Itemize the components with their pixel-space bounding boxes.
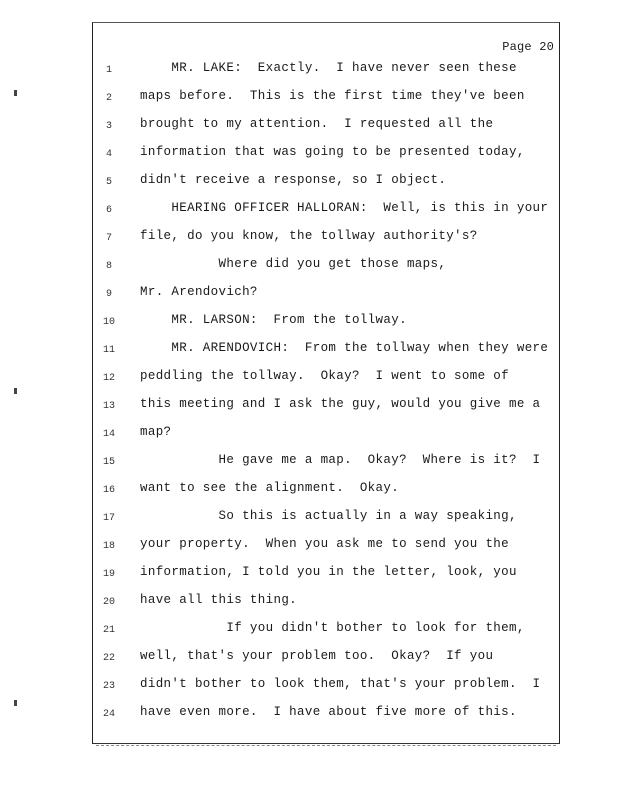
- line-number: 8: [105, 261, 112, 272]
- line-number: 14: [102, 429, 115, 440]
- line-text: file, do you know, the tollway authority's?: [140, 229, 478, 243]
- line-text: He gave me a map. Okay? Where is it? I: [140, 453, 541, 467]
- transcript-line: [0, 201, 618, 221]
- transcript-line: [0, 509, 618, 529]
- page-number: Page 20: [502, 40, 554, 54]
- line-number: 22: [102, 653, 115, 664]
- line-number: 17: [102, 513, 115, 524]
- transcript-line: [0, 397, 618, 417]
- line-text: MR. ARENDOVICH: From the tollway when they were: [140, 341, 549, 355]
- transcript-line: [0, 705, 618, 725]
- transcript-line: [0, 593, 618, 613]
- line-text: didn't receive a response, so I object.: [140, 173, 447, 187]
- transcript-line: [0, 89, 618, 109]
- line-text: MR. LARSON: From the tollway.: [140, 313, 407, 327]
- line-text: this meeting and I ask the guy, would you give me a: [140, 397, 541, 411]
- transcript-line: [0, 425, 618, 445]
- line-text: Mr. Arendovich?: [140, 285, 258, 299]
- line-text: If you didn't bother to look for them,: [140, 621, 525, 635]
- line-number: 18: [102, 541, 115, 552]
- transcript-line: [0, 621, 618, 641]
- line-number: 23: [102, 681, 115, 692]
- line-text: peddling the tollway. Okay? I went to some of: [140, 369, 510, 383]
- line-number: 7: [105, 233, 112, 244]
- bottom-border-artifact: [96, 745, 556, 749]
- transcript-line: [0, 145, 618, 165]
- line-text: So this is actually in a way speaking,: [140, 509, 517, 523]
- transcript-line: [0, 677, 618, 697]
- line-number: 6: [105, 205, 112, 216]
- transcript-line: [0, 117, 618, 137]
- line-number: 21: [102, 625, 115, 636]
- line-number: 3: [105, 121, 112, 132]
- line-number: 1: [105, 65, 112, 76]
- line-text: information, I told you in the letter, look, you: [140, 565, 517, 579]
- line-text: MR. LAKE: Exactly. I have never seen these: [140, 61, 517, 75]
- line-text: Where did you get those maps,: [140, 257, 447, 271]
- transcript-line: [0, 565, 618, 585]
- line-text: want to see the alignment. Okay.: [140, 481, 400, 495]
- transcript-line: [0, 537, 618, 557]
- line-number: 20: [102, 597, 115, 608]
- line-number: 15: [102, 457, 115, 468]
- line-number: 5: [105, 177, 112, 188]
- transcript-line: [0, 649, 618, 669]
- line-number: 9: [105, 289, 112, 300]
- line-number: 19: [102, 569, 115, 580]
- line-text: map?: [140, 425, 172, 439]
- transcript-line: [0, 313, 618, 333]
- line-number: 12: [102, 373, 115, 384]
- line-text: have all this thing.: [140, 593, 298, 607]
- line-text: didn't bother to look them, that's your problem. I: [140, 677, 541, 691]
- line-number: 11: [102, 345, 115, 356]
- transcript-line: [0, 285, 618, 305]
- line-text: have even more. I have about five more of this.: [140, 705, 517, 719]
- line-number: 4: [105, 149, 112, 160]
- line-text: maps before. This is the first time they've been: [140, 89, 525, 103]
- line-number: 16: [102, 485, 115, 496]
- transcript-line: [0, 341, 618, 361]
- transcript-line: [0, 369, 618, 389]
- transcript-line: [0, 257, 618, 277]
- line-number: 13: [102, 401, 115, 412]
- transcript-line: [0, 61, 618, 81]
- transcript-line: [0, 481, 618, 501]
- line-number: 24: [102, 709, 115, 720]
- transcript-line: [0, 229, 618, 249]
- line-text: information that was going to be presented today,: [140, 145, 525, 159]
- line-text: your property. When you ask me to send you the: [140, 537, 510, 551]
- line-text: well, that's your problem too. Okay? If you: [140, 649, 494, 663]
- transcript-line: [0, 173, 618, 193]
- transcript-line: [0, 453, 618, 473]
- line-text: brought to my attention. I requested all the: [140, 117, 494, 131]
- line-number: 2: [105, 93, 112, 104]
- line-text: HEARING OFFICER HALLORAN: Well, is this in your: [140, 201, 549, 215]
- line-number: 10: [102, 317, 115, 328]
